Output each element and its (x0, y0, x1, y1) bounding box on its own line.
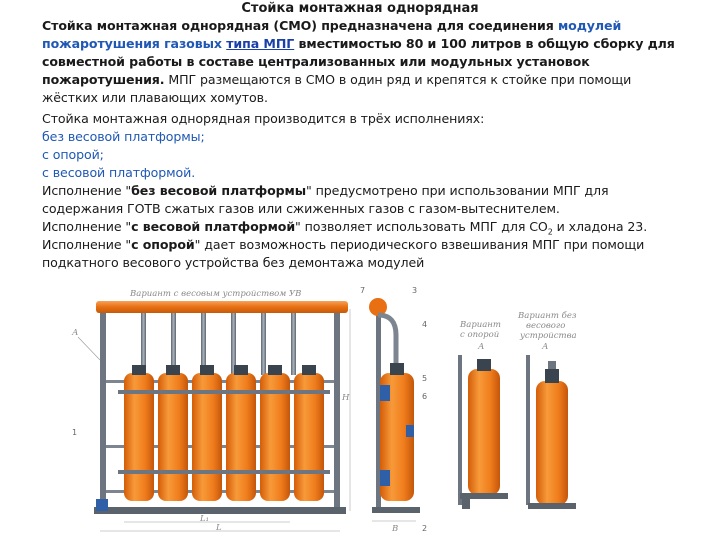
label-l: L (216, 523, 222, 533)
intro-line2-post: вместимостью 80 и 100 литров в общую сборку для (298, 36, 675, 51)
label-a-nodevice: А (542, 342, 549, 352)
callout-4: 4 (422, 320, 428, 329)
variant-support-drawing (458, 320, 508, 509)
label-a-main: А (72, 328, 79, 338)
callout-2: 2 (422, 524, 428, 533)
clamp-band-lower (118, 470, 330, 474)
variant-support: с опорой; (42, 147, 104, 162)
label-l1: L₁ (200, 514, 210, 524)
frame-post-left (100, 307, 106, 512)
side-view (369, 286, 427, 534)
caption-support-2: с опорой (460, 330, 500, 340)
link-mpg-type[interactable]: типа МПГ (226, 36, 295, 51)
variant-platform: с весовой платформой. (42, 165, 196, 180)
callout-6: 6 (422, 392, 428, 401)
intro-line4-bold: пожаротушения. (42, 72, 165, 87)
intro-line2-pre: пожаротушения газовых (42, 36, 222, 51)
callout-3: 3 (412, 286, 418, 295)
page-title: Стойка монтажная однорядная (241, 1, 479, 16)
caption-nosupport-1: Вариант без (518, 311, 577, 321)
label-b: B (392, 524, 399, 534)
base-beam (94, 507, 346, 514)
intro-line3: совместной работы в составе централизованных или модульных установок (42, 54, 590, 69)
main-assembly (71, 286, 365, 533)
callout-7: 7 (360, 286, 366, 295)
caption-nosupport-2: весового (526, 321, 566, 331)
weighing-device (96, 499, 108, 511)
label-h: H (342, 393, 350, 403)
paragraph-platform: Исполнение "с весовой платформой" позволяет использовать МПГ для $СО_2$ и хладона 23. (42, 219, 648, 237)
manifold-pipe (96, 301, 348, 313)
frame-post-right (334, 307, 340, 512)
label-a-support: А (478, 342, 485, 352)
paragraph-no-platform-line2: содержания ГОТВ сжатых газов или сжиженных газов с газом-вытеснителем. (42, 201, 560, 216)
paragraph-support-line2: подкатного весового устройства без демонтажа модулей (42, 255, 425, 270)
callout-1: 1 (72, 428, 78, 437)
variants-intro: Стойка монтажная однорядная производится в трёх исполнениях: (42, 111, 485, 126)
paragraph-no-platform: Исполнение "без весовой платформы" предусмотрено при использовании МПГ для (42, 183, 609, 198)
caption-main: Вариант с весовым устройством УВ (130, 289, 302, 299)
caption-nosupport-3: устройства (520, 331, 577, 341)
clamp-band-upper (118, 390, 330, 394)
caption-support-1: Вариант (460, 320, 501, 330)
link-modules[interactable]: модулей (557, 18, 622, 33)
variant-no-platform: без весовой платформы; (42, 129, 205, 144)
paragraph-support: Исполнение "с опорой" дает возможность периодического взвешивания МПГ при помощи (42, 237, 645, 252)
variant-no-device-drawing (517, 310, 577, 509)
technical-drawing (60, 285, 680, 540)
intro-line4-rest: МПГ размещаются в СМО в один ряд и крепятся к стойке при помощи (168, 72, 632, 87)
callout-5: 5 (422, 374, 428, 383)
intro-line5: жёстких или плавающих хомутов. (42, 90, 268, 105)
intro-lead: Стойка монтажная однорядная (СМО) предназначена для соединения (42, 18, 554, 33)
